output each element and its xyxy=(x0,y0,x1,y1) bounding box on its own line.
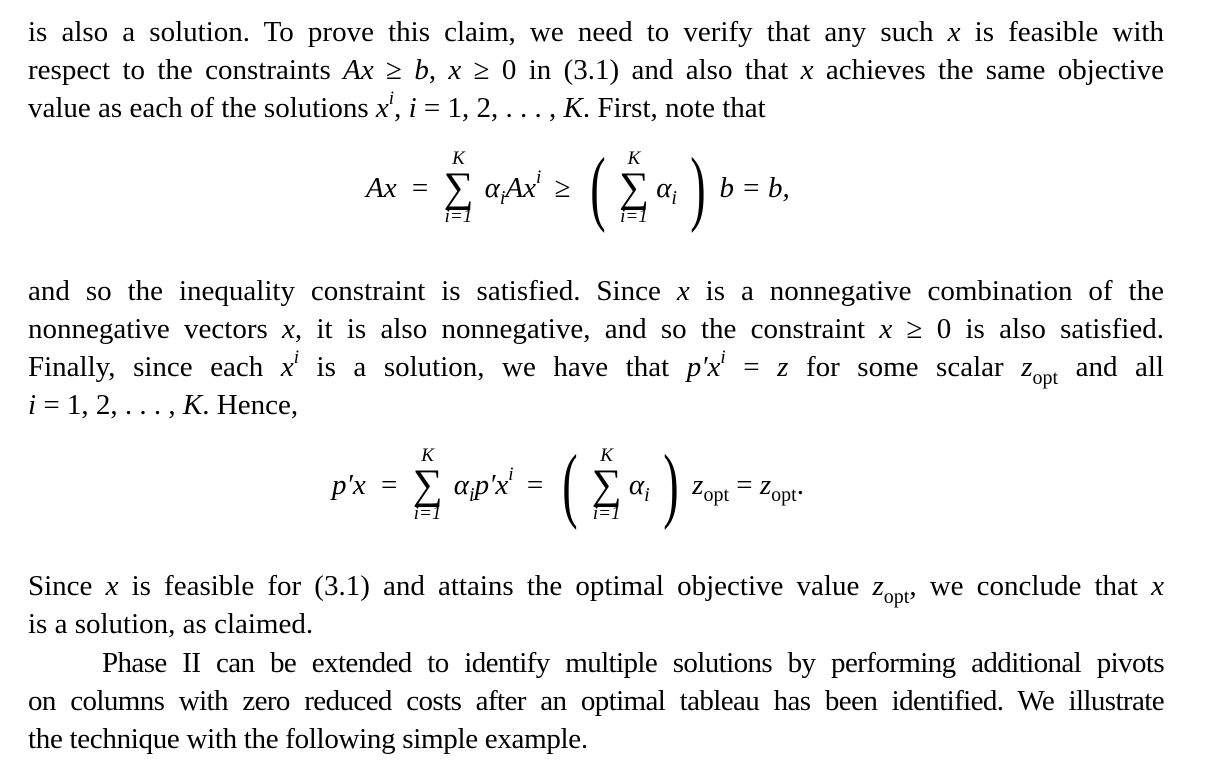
math-var: z xyxy=(777,351,789,383)
summation-inner xyxy=(592,446,622,524)
text-run: is feasible with xyxy=(960,16,1164,48)
text-run: is a solution, we have that xyxy=(299,351,687,383)
text-run: is also a solution. To prove this claim, we need to verify that any such xyxy=(28,16,948,48)
alpha: α xyxy=(628,469,645,502)
z-subscript: opt xyxy=(703,483,730,506)
eq-tail xyxy=(692,468,804,506)
math-var: z xyxy=(872,570,884,602)
inner-term xyxy=(628,468,650,506)
math-var: x xyxy=(676,275,690,307)
sum-upper-limit: K xyxy=(452,148,465,169)
text-run: and so the inequality constraint is satisfied. Since xyxy=(28,275,677,307)
paragraph-4-line-3: the technique with the following simple example. xyxy=(28,723,588,755)
z-subscript: opt xyxy=(771,483,797,506)
term-rest: p′x xyxy=(474,469,509,502)
math-var: K xyxy=(563,92,583,124)
text-run: and all xyxy=(1058,351,1164,383)
term-superscript: i xyxy=(508,463,514,485)
sum-upper-limit: K xyxy=(421,445,434,466)
alpha-subscript: i xyxy=(469,483,475,506)
text-run: , it is also nonnegative, and so the constraint xyxy=(294,313,880,345)
alpha: α xyxy=(656,172,672,205)
text-run: is feasible for (3.1) and attains the optimal objective value xyxy=(118,570,873,602)
paragraph-2-line-2 xyxy=(28,310,1164,348)
left-paren: ( xyxy=(562,438,579,531)
text-run: . First, note that xyxy=(582,92,766,124)
sum-lower-limit: i=1 xyxy=(413,503,442,524)
math-var: x xyxy=(105,570,119,602)
eq-period: . xyxy=(796,469,804,502)
text-run: Finally, since each xyxy=(28,351,281,383)
paragraph-2-line-4 xyxy=(28,386,1164,424)
paragraph-4-line-2: on columns with zero reduced costs after an optimal tableau has been identified. We illustrate xyxy=(28,685,1164,717)
sum-upper-limit: K xyxy=(627,148,641,169)
eq-equals: = xyxy=(411,171,429,204)
text-run: . Hence, xyxy=(202,389,299,421)
text-run: nonnegative vectors xyxy=(28,313,283,345)
sigma-symbol: ∑ xyxy=(618,165,649,211)
text-run: = 1, 2, . . . , xyxy=(416,92,564,124)
text-run: = 1, 2, . . . , xyxy=(36,389,183,421)
eq-relation: ≥ xyxy=(554,171,571,204)
paragraph-3-line-1 xyxy=(28,567,1164,608)
math-var: b xyxy=(414,54,429,86)
alpha-subscript: i xyxy=(499,186,506,209)
math-var: x xyxy=(879,313,893,345)
alpha: α xyxy=(453,469,470,502)
math-superscript: i xyxy=(720,347,726,368)
math-var: i xyxy=(408,92,417,124)
text-run: is a nonnegative combination of the xyxy=(689,275,1164,307)
sum-term xyxy=(484,166,542,209)
text-run: ≥ 0 in (3.1) and also that xyxy=(461,54,801,86)
right-paren: ) xyxy=(690,141,706,234)
eq-equals: = xyxy=(380,468,398,501)
alpha-subscript: i xyxy=(671,186,677,209)
sigma-symbol: ∑ xyxy=(591,462,622,508)
text-run: for some scalar xyxy=(788,351,1022,383)
right-paren: ) xyxy=(663,438,679,531)
eq-relation: = xyxy=(526,468,544,501)
paragraph-1-line-2 xyxy=(28,51,1164,89)
math-var: x xyxy=(448,54,462,86)
math-superscript: i xyxy=(293,347,299,368)
math-var: Ax xyxy=(343,54,374,86)
sum-lower-limit: i=1 xyxy=(620,206,648,227)
text-run: , xyxy=(394,92,409,124)
text-run: value as each of the solutions xyxy=(28,92,376,124)
sigma-symbol: ∑ xyxy=(412,462,443,508)
paragraph-1-line-1 xyxy=(28,13,1164,51)
text-run: = xyxy=(725,351,778,383)
summation-inner xyxy=(619,149,649,227)
equation-1 xyxy=(366,141,790,234)
text-run: achieves the same objective xyxy=(813,54,1164,86)
alpha: α xyxy=(484,172,500,205)
summation xyxy=(443,149,473,227)
text-run: is a solution, as claimed. xyxy=(28,608,314,640)
paragraph-2-line-3 xyxy=(28,347,1164,389)
math-var: x xyxy=(282,313,295,345)
math-var: z xyxy=(1021,351,1033,383)
left-paren: ( xyxy=(590,141,606,234)
math-subscript: opt xyxy=(883,586,910,608)
equation-2 xyxy=(332,438,804,531)
alpha-subscript: i xyxy=(644,483,650,506)
math-var: x xyxy=(375,92,389,124)
eq-tail: b = b, xyxy=(719,171,790,204)
summation xyxy=(413,446,443,524)
term-rest: Ax xyxy=(505,172,537,205)
text-run: Since xyxy=(28,570,106,602)
sum-lower-limit: i=1 xyxy=(444,206,473,227)
sum-term xyxy=(453,463,514,506)
math-var: i xyxy=(28,389,37,421)
math-subscript: opt xyxy=(1032,367,1059,389)
math-var: p′x xyxy=(686,351,721,383)
text-run: , we conclude that xyxy=(909,570,1152,602)
paragraph-2-line-1 xyxy=(28,272,1164,310)
z-var: z xyxy=(692,469,704,502)
eq-equals-2: = xyxy=(729,469,760,502)
math-var: K xyxy=(182,389,203,421)
inner-term xyxy=(656,171,677,209)
z-var: z xyxy=(759,469,772,502)
text-run: ≥ xyxy=(373,54,415,86)
math-var: x xyxy=(280,351,294,383)
eq-lhs: Ax xyxy=(366,171,397,204)
paragraph-4-line-1: Phase II can be extended to identify multiple solutions by performing additional pivots xyxy=(102,647,1164,679)
paragraph-3-line-2 xyxy=(28,605,1164,643)
term-superscript: i xyxy=(536,166,542,188)
math-var: x xyxy=(947,16,961,48)
sum-lower-limit: i=1 xyxy=(592,503,621,524)
text-run: ≥ 0 is also satisfied. xyxy=(892,313,1164,345)
text-run: , xyxy=(428,54,449,86)
math-var: x xyxy=(1151,570,1164,602)
paragraph-1-line-3 xyxy=(28,89,1164,127)
text-run: respect to the constraints xyxy=(28,54,344,86)
sum-upper-limit: K xyxy=(600,445,613,466)
math-var: x xyxy=(800,54,814,86)
math-superscript: i xyxy=(388,88,395,109)
sigma-symbol: ∑ xyxy=(443,165,474,211)
eq-lhs: p′x xyxy=(332,468,366,501)
